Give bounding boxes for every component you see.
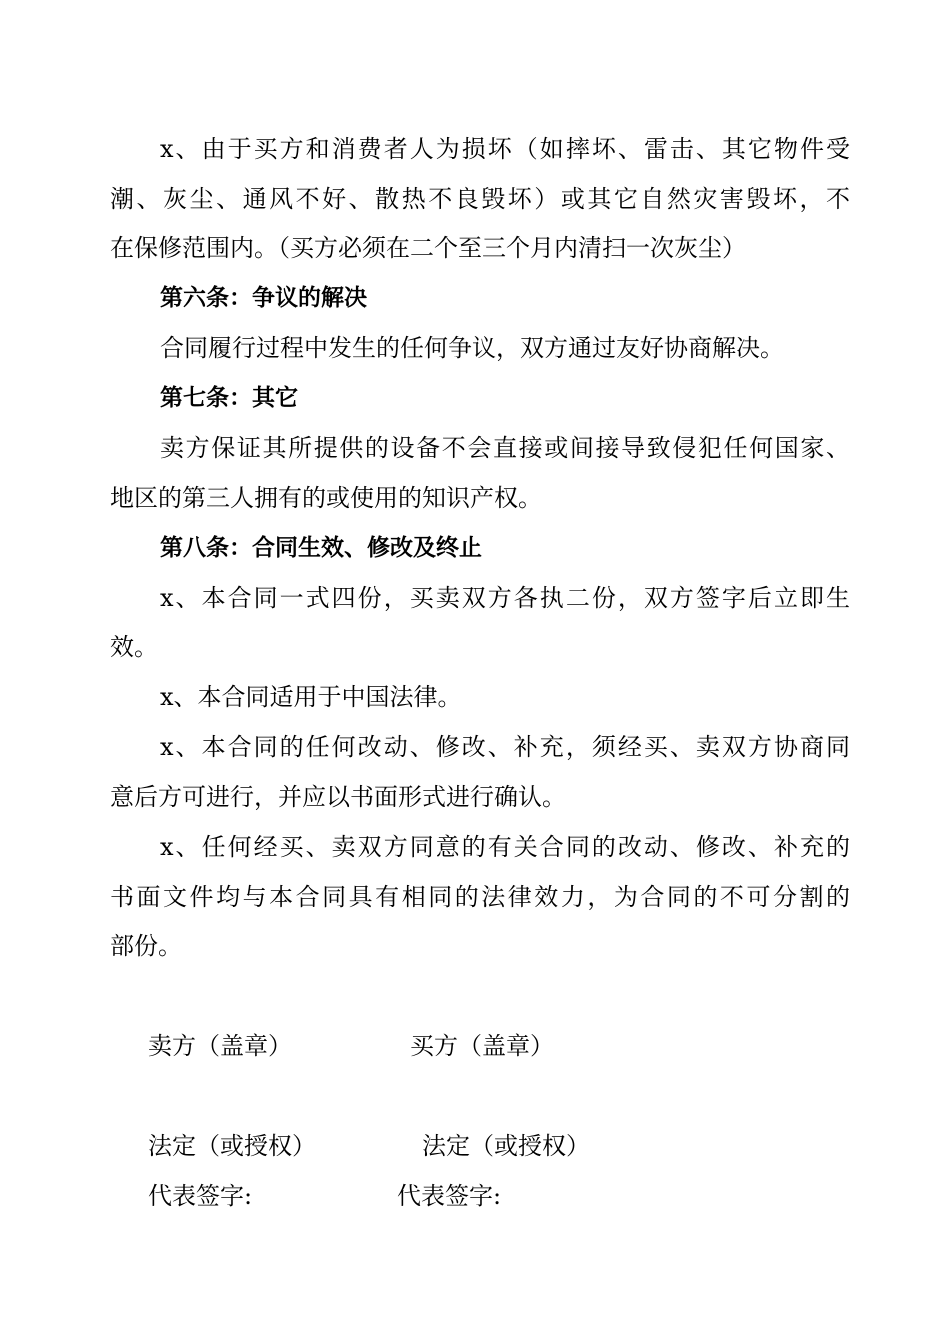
seller-legal-label: 法定（或授权）: [148, 1132, 316, 1160]
clause5-item-line-1: x、由于买方和消费者人为损坏（如摔坏、雷击、其它物件受: [160, 135, 850, 163]
seller-rep-signature-label: 代表签字:: [148, 1182, 253, 1210]
buyer-rep-signature-label: 代表签字:: [397, 1182, 502, 1210]
clause8-item4-line-1: x、任何经买、卖双方同意的有关合同的改动、修改、补充的: [160, 833, 850, 861]
clause8-item4-line-2: 书面文件均与本合同具有相同的法律效力，为合同的不可分割的: [110, 883, 850, 911]
clause6-body: 合同履行过程中发生的任何争议，双方通过友好协商解决。: [160, 334, 784, 362]
clause5-item-line-2: 潮、灰尘、通风不好、散热不良毁坏）或其它自然灾害毁坏，不: [110, 185, 850, 213]
clause8-heading: 第八条：合同生效、修改及终止: [160, 535, 482, 561]
clause8-item3-line-1: x、本合同的任何改动、修改、补充，须经买、卖双方协商同: [160, 733, 850, 761]
clause5-item-line-3: 在保修范围内。（买方必须在二个至三个月内清扫一次灰尘）: [110, 234, 746, 262]
clause8-item1-line-2: 效。: [110, 633, 158, 661]
clause8-item2: x、本合同适用于中国法律。: [160, 683, 462, 711]
clause6-heading: 第六条：争议的解决: [160, 285, 367, 311]
clause8-item4-line-3: 部份。: [110, 932, 182, 960]
buyer-seal-label: 买方（盖章）: [410, 1032, 554, 1060]
clause8-item1-line-1: x、本合同一式四份，买卖双方各执二份，双方签字后立即生: [160, 584, 850, 612]
clause7-body-line-2: 地区的第三人拥有的或使用的知识产权。: [110, 484, 542, 512]
buyer-legal-label: 法定（或授权）: [422, 1132, 590, 1160]
clause7-body-line-1: 卖方保证其所提供的设备不会直接或间接导致侵犯任何国家、: [160, 434, 850, 462]
clause7-heading: 第七条：其它: [160, 385, 298, 411]
clause8-item3-line-2: 意后方可进行，并应以书面形式进行确认。: [110, 783, 566, 811]
seller-seal-label: 卖方（盖章）: [148, 1032, 292, 1060]
